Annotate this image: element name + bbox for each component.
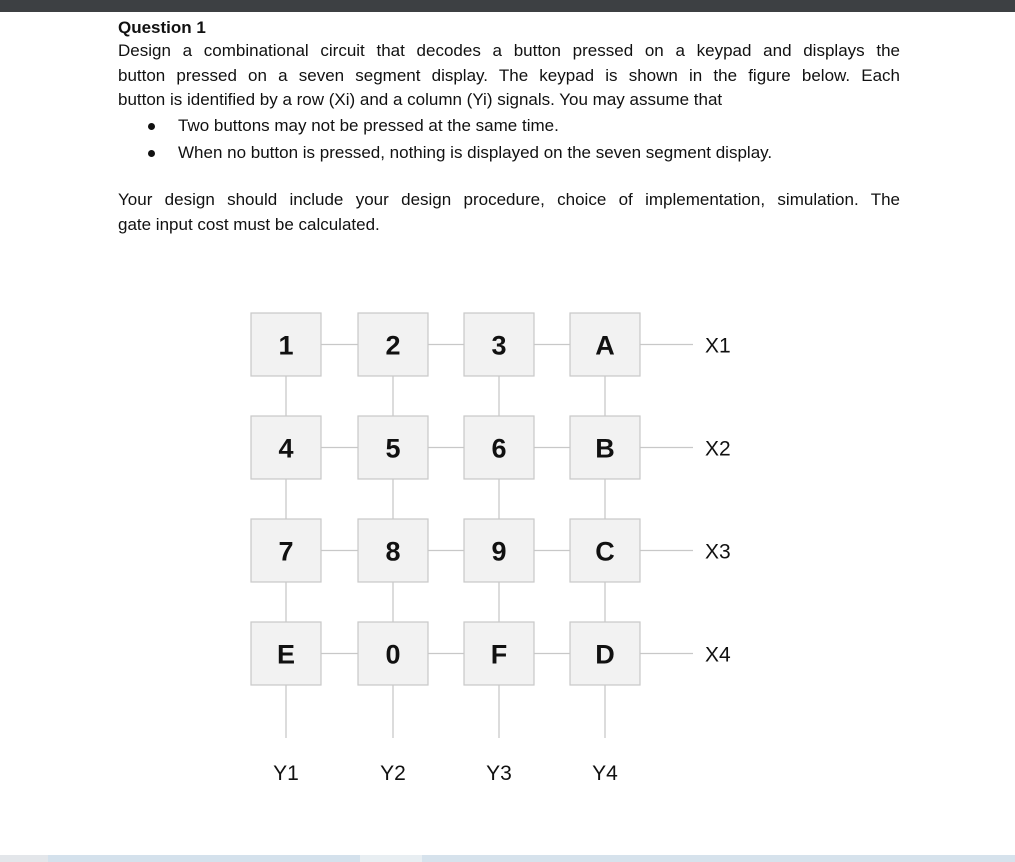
column-signal-label: Y3 <box>486 762 512 785</box>
row-signal-label: X3 <box>705 540 731 564</box>
keypad-key-label: 7 <box>278 536 294 567</box>
column-signal-label: Y4 <box>592 762 618 785</box>
keypad-key-label: 1 <box>278 330 294 361</box>
keypad-key-label: 8 <box>385 536 401 567</box>
keypad-key-label: 5 <box>385 433 401 464</box>
column-signal-label: Y2 <box>380 762 406 785</box>
keypad-key-label: 2 <box>385 330 401 361</box>
paragraph-line: gate input cost must be calculated. <box>118 214 380 234</box>
assumption-text: When no button is pressed, nothing is displayed on the seven segment display. <box>178 143 773 162</box>
paragraph-line: button is identified by a row (Xi) and a column (Yi) signals. You may assume that <box>118 90 723 109</box>
assumption-text: Two buttons may not be pressed at the same time. <box>178 116 559 135</box>
question-heading: Question 1 <box>118 18 206 37</box>
keypad-key-label: B <box>595 433 615 464</box>
row-signal-label: X2 <box>705 437 731 461</box>
row-signal-label: X1 <box>705 334 731 358</box>
viewer-bottom-strip <box>0 855 1015 862</box>
keypad-key-label: F <box>490 639 508 670</box>
paragraph-line: Design a combinational circuit that decodes a button pressed on a keypad and displays the <box>118 41 900 60</box>
row-signal-label: X4 <box>705 643 731 667</box>
keypad-key-label: 3 <box>491 330 507 361</box>
keypad-key-label: D <box>595 639 615 670</box>
keypad-key-label: 4 <box>278 433 294 464</box>
keypad-key-label: 0 <box>385 639 401 670</box>
keypad-key-label: 6 <box>491 433 507 464</box>
keypad-key-label: C <box>595 536 615 567</box>
paragraph-line: Your design should include your design procedure, choice of implementation, simulation. The <box>118 190 900 209</box>
paragraph-line: button pressed on a seven segment display. The keypad is shown in the figure below. Each <box>118 65 900 85</box>
keypad-key-label: 9 <box>491 536 507 567</box>
keypad-key-label: E <box>276 639 296 670</box>
keypad-key-label: A <box>595 330 615 361</box>
column-signal-label: Y1 <box>273 762 299 785</box>
